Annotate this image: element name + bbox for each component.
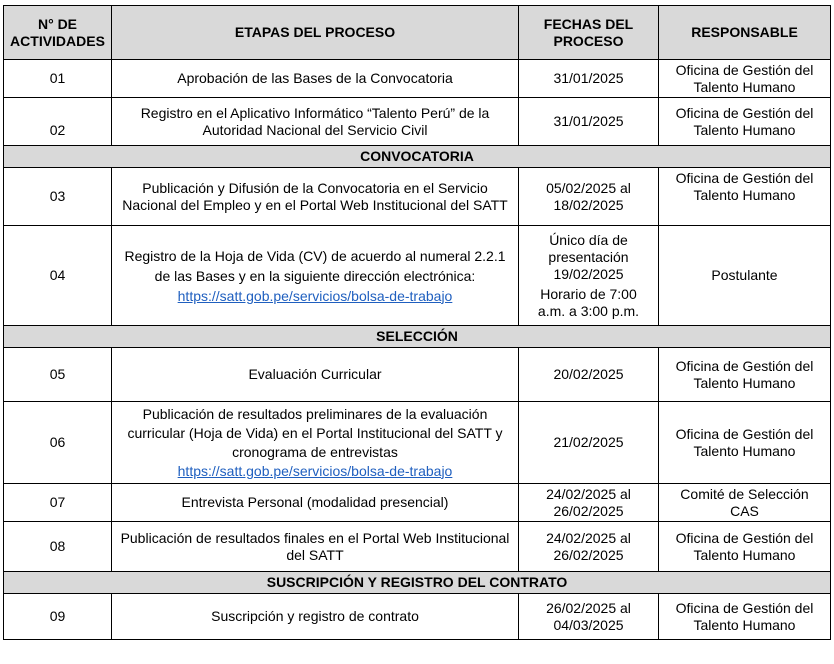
section-title: CONVOCATORIA bbox=[4, 146, 831, 168]
section-row bbox=[4, 572, 831, 594]
table-row: 05 Evaluación Curricular 20/02/2025 Oficina de Gestión del Talento Humano bbox=[4, 348, 831, 402]
table-row: 03 Publicación y Difusión de la Convocatoria en el Servicio Nacional del Empleo y en el Portal Web Institucional del SATT 05/02/2025 al 18/02/2025 Oficina de Gestión del Talento Humano bbox=[4, 168, 831, 226]
header-stages: ETAPAS DEL PROCESO bbox=[112, 6, 519, 60]
header-dates: FECHAS DEL PROCESO bbox=[519, 6, 659, 60]
table-row: 06 Publicación de resultados preliminares de la evaluación curricular (Hoja de Vida) en el Portal Institucional del SATT y cronograma de entrevistas https://satt.gob.pe/servicios/bolsa-de-trabajo 21/02/2025 Oficina de Gestión del Talento Humano bbox=[4, 402, 831, 484]
section-title: SELECCIÓN bbox=[4, 326, 831, 348]
table-row: 02 Registro en el Aplicativo Informático “Talento Perú” de la Autoridad Nacional del Servicio Civil 31/01/2025 Oficina de Gestión del Talento Humano bbox=[4, 98, 831, 146]
section-title: SUSCRIPCIÓN Y REGISTRO DEL CONTRATO bbox=[4, 572, 831, 594]
stage-text: Registro de la Hoja de Vida (CV) de acuerdo al numeral 2.2.1 de las Bases y en la siguiente dirección electrónica: bbox=[124, 247, 506, 284]
table-row: 08 Publicación de resultados finales en el Portal Web Institucional del SATT 24/02/2025 al 26/02/2025 Oficina de Gestión del Talento Humano bbox=[4, 522, 831, 572]
table-row: 01 Aprobación de las Bases de la Convocatoria 31/01/2025 Oficina de Gestión del Talento Humano bbox=[4, 60, 831, 98]
bolsa-de-trabajo-link[interactable]: https://satt.gob.pe/servicios/bolsa-de-trabajo bbox=[177, 462, 453, 479]
table-row: 07 Entrevista Personal (modalidad presencial) 24/02/2025 al 26/02/2025 Comité de Selección CAS bbox=[4, 484, 831, 522]
bolsa-de-trabajo-link[interactable]: https://satt.gob.pe/servicios/bolsa-de-trabajo bbox=[177, 287, 453, 304]
header-owner: RESPONSABLE bbox=[659, 6, 831, 60]
section-row bbox=[4, 326, 831, 348]
section-row bbox=[4, 146, 831, 168]
date-text: Único día de presentación 19/02/2025 bbox=[548, 231, 629, 282]
stage-text: Publicación de resultados preliminares de la evaluación curricular (Hoja de Vida) en el Portal Institucional del SATT y cronograma de entrevistas bbox=[127, 405, 503, 460]
schedule-text: Horario de 7:00 a.m. a 3:00 p.m. bbox=[537, 285, 640, 319]
table-row: 09 Suscripción y registro de contrato 26/02/2025 al 04/03/2025 Oficina de Gestión del Talento Humano bbox=[4, 594, 831, 640]
table-row: 04 Registro de la Hoja de Vida (CV) de acuerdo al numeral 2.2.1 de las Bases y en la siguiente dirección electrónica: https://satt.gob.pe/servicios/bolsa-de-trabajo Único día de presentación 19/02/2025 Horario de 7:00 a.m. a 3:00 p.m. Postulante bbox=[4, 226, 831, 326]
header-num: N° DE ACTIVIDADES bbox=[4, 6, 112, 60]
schedule-table bbox=[3, 5, 831, 640]
